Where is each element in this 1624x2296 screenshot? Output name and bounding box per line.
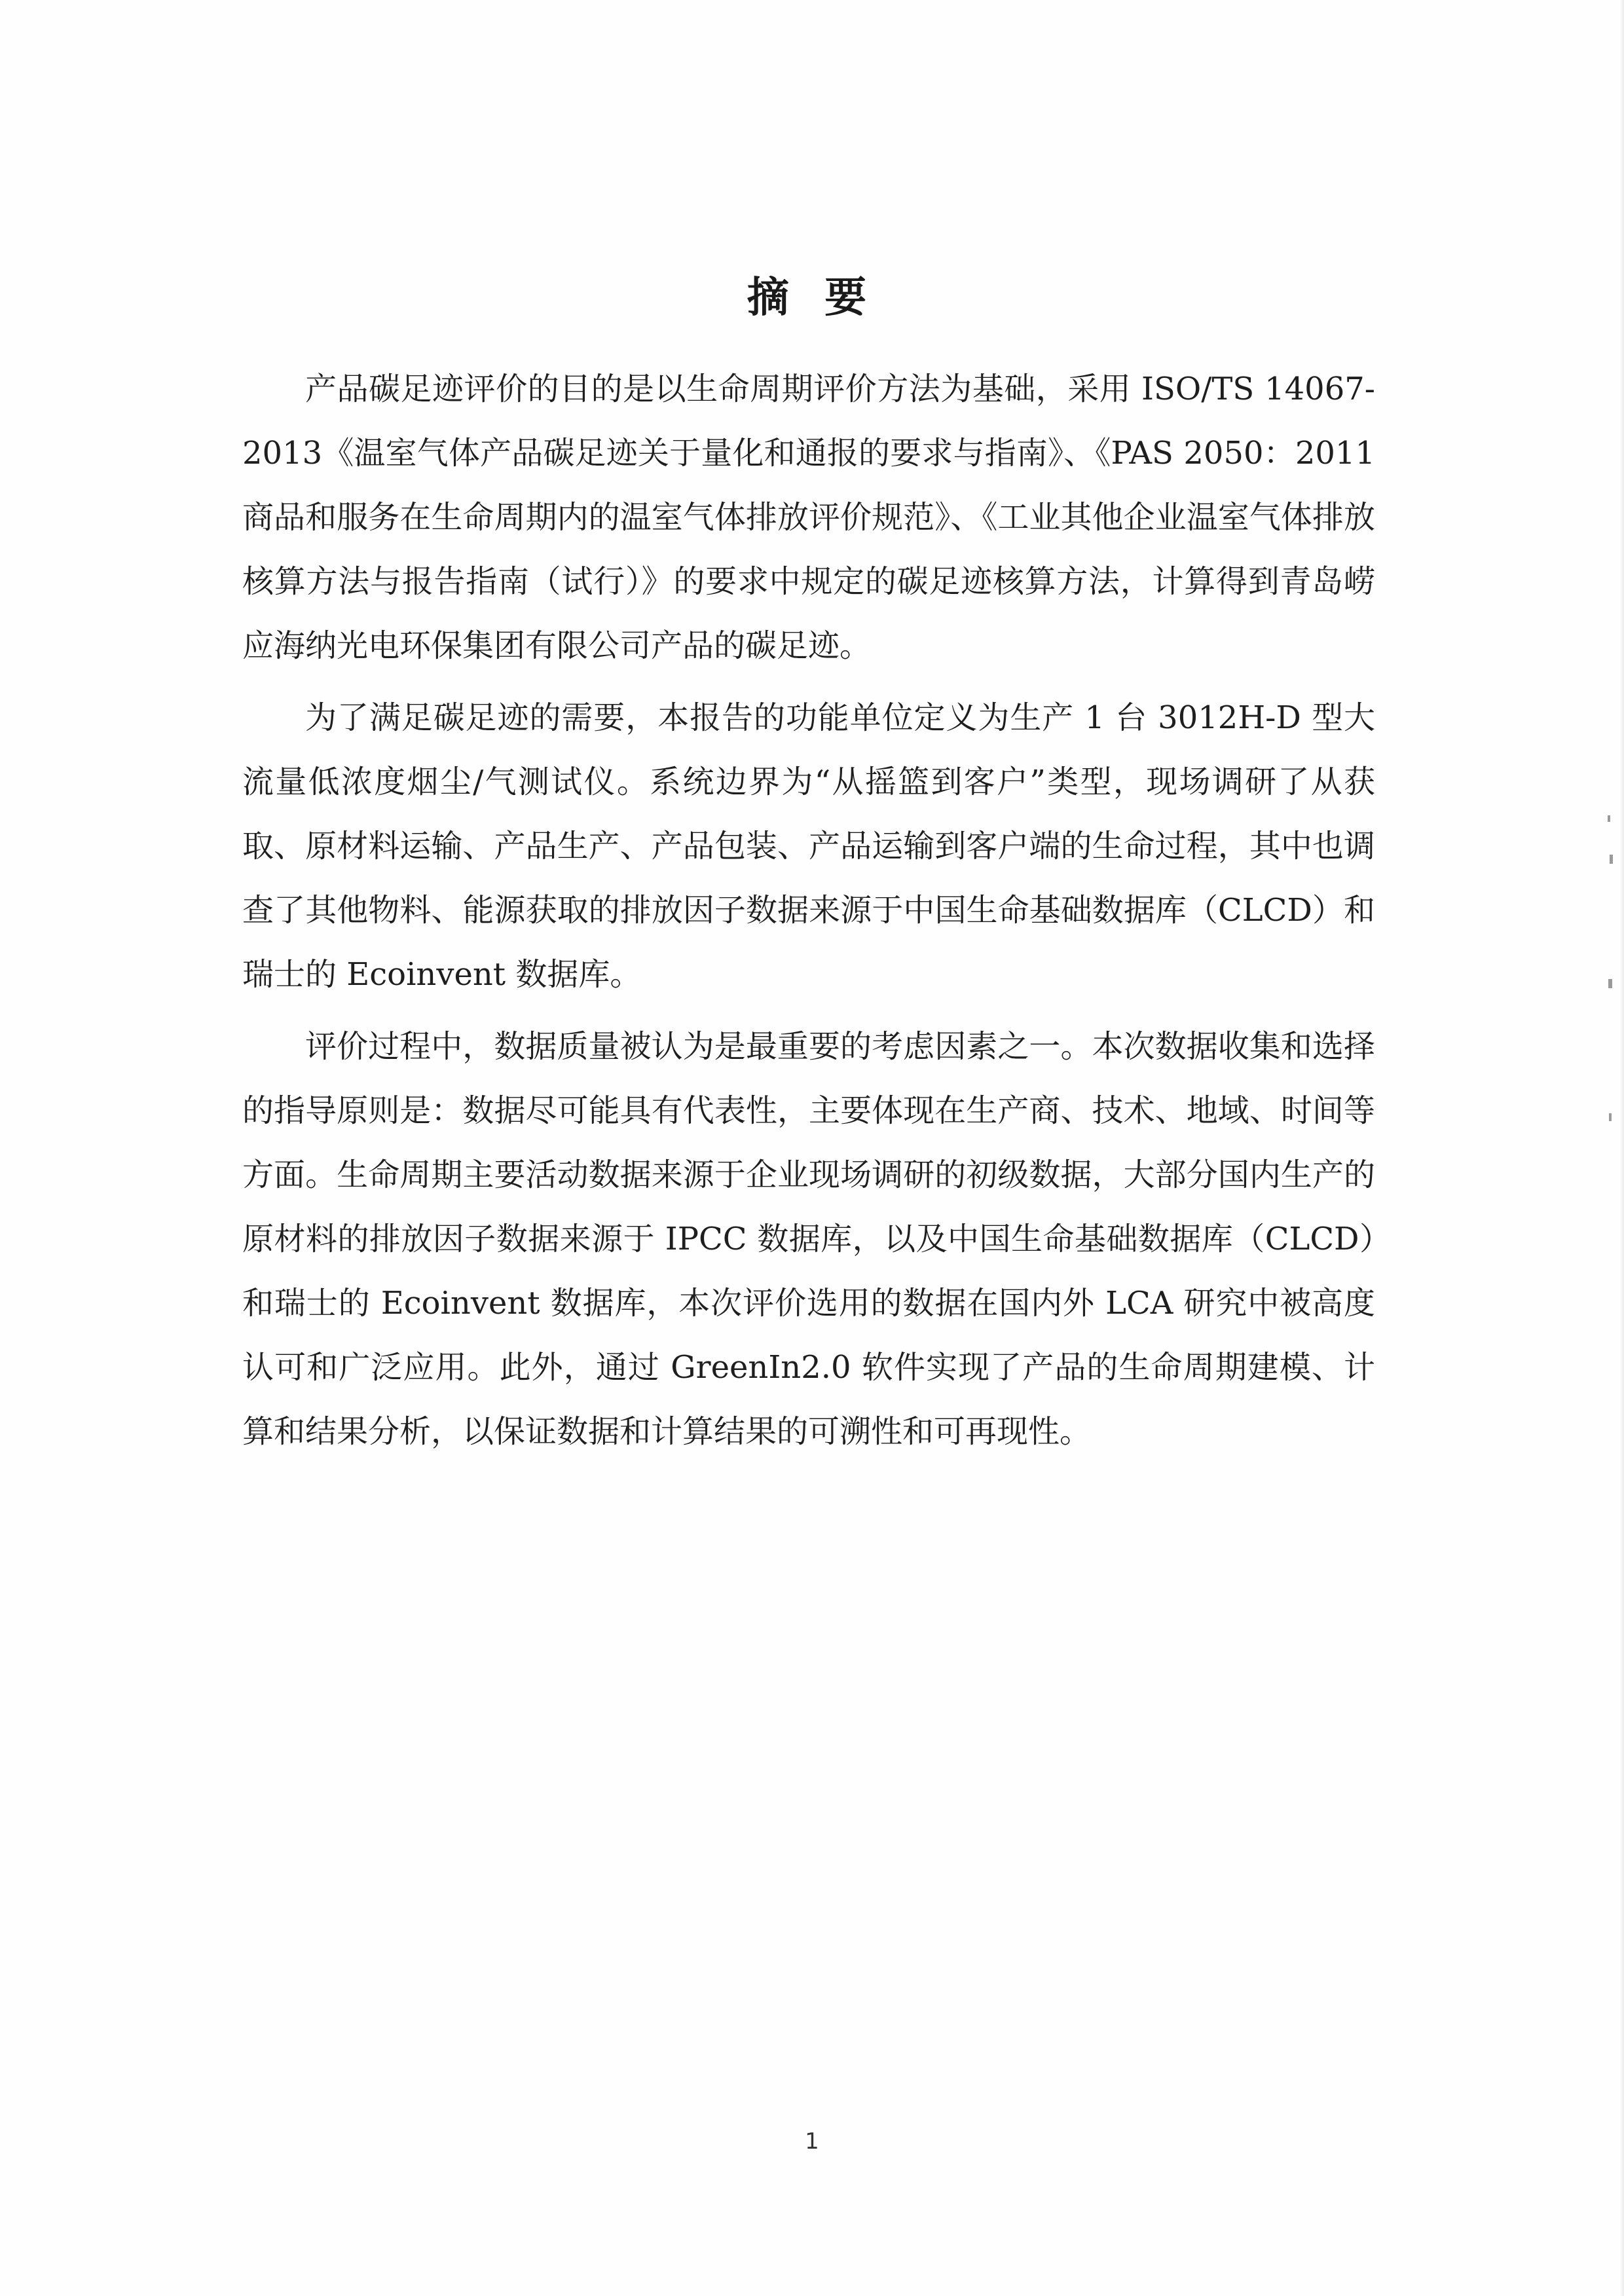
paragraph-purpose: 产品碳足迹评价的目的是以生命周期评价方法为基础，采用 ISO/TS 14067-2013《温室气体产品碳足迹关于量化和通报的要求与指南》、《PAS 2050：2011 商品和服务在生命周期内的温室气体排放评价规范》、《工业其他企业温室气体排放核算方法与报告指南（试行）》的要求中规定的碳足迹核算方法，计算得到青岛崂应海纳光电环保集团有限公司产品的碳足迹。 (242, 371, 1375, 664)
scan-artifact (1608, 979, 1612, 988)
scan-edge-shadow (1620, 0, 1624, 2296)
scan-artifact (1608, 815, 1610, 822)
paragraph-data-quality: 评价过程中，数据质量被认为是最重要的考虑因素之一。本次数据收集和选择的指导原则是：数据尽可能具有代表性，主要体现在生产商、技术、地域、时间等方面。生命周期主要活动数据来源于企业现场调研的初级数据，大部分国内生产的原材料的排放因子数据来源于 IPCC 数据库，以及中国生命基础数据库（CLCD）和瑞士的 Ecoinvent 数据库，本次评价选用的数据在国内外 LCA 研究中被高度认可和广泛应用。此外，通过 GreenIn2.0 软件实现了产品的生命周期建模、计算和结果分析，以保证数据和计算结果的可溯性和可再现性。 (242, 1028, 1375, 1450)
scan-artifact (1610, 855, 1613, 864)
paragraph-scope: 为了满足碳足迹的需要，本报告的功能单位定义为生产 1 台 3012H-D 型大流量低浓度烟尘/气测试仪。系统边界为“从摇篮到客户”类型，现场调研了从获取、原材料运输、产品生产、产品包装、产品运输到客户端的生命过程，其中也调查了其他物料、能源获取的排放因子数据来源于中国生命基础数据库（CLCD）和瑞士的 Ecoinvent 数据库。 (242, 699, 1375, 993)
scan-artifact (1609, 1113, 1612, 1121)
abstract-body (242, 357, 1375, 1472)
page-title: 摘 要 (747, 274, 877, 322)
page-number: 1 (805, 2128, 819, 2155)
